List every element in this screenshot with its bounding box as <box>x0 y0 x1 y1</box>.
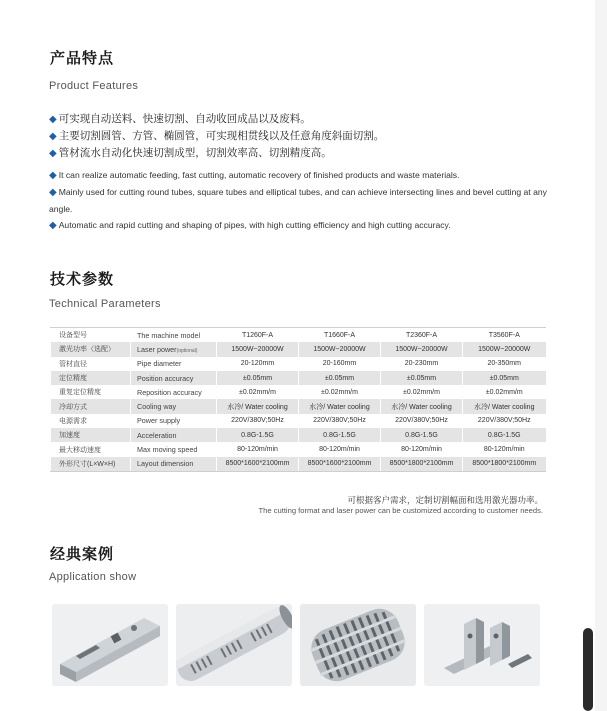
param-optional-note: (optional) <box>176 347 198 354</box>
param-value: 1500W~20000W <box>217 342 299 356</box>
vertical-scrollbar[interactable] <box>583 628 593 711</box>
param-label-cn: 最大移动速度 <box>51 442 131 456</box>
param-label-en-text: Max moving speed <box>137 445 198 455</box>
table-row <box>51 371 546 385</box>
param-label-cn: 定位精度 <box>51 371 131 385</box>
param-value: 0.8G-1.5G <box>217 428 299 442</box>
param-value: T2360F-A <box>381 328 463 343</box>
param-label-en-text: The machine model <box>137 330 201 340</box>
param-value: 80-120m/min <box>299 442 381 456</box>
param-value: ±0.05mm <box>381 371 463 385</box>
param-value: 8500*1800*2100mm <box>381 457 463 472</box>
param-label-cn: 电源需求 <box>51 414 131 428</box>
param-label-en-text: Pipe diameter <box>137 359 182 369</box>
param-label-cn: 冷却方式 <box>51 399 131 413</box>
feature-item-en: ◆ Mainly used for cutting round tubes, square tubes and elliptical tubes, and can achieve intersecting lines and bevel cutting at any angle. <box>49 187 547 214</box>
param-value: 20-350mm <box>463 357 546 371</box>
feature-item-cn: ◆ 管材流水自动化快速切割成型，切割效率高、切割精度高。 <box>49 147 332 159</box>
param-value: ±0.05mm <box>463 371 546 385</box>
feature-item-cn: ◆ 主要切割圆管、方管、椭圆管，可实现相贯线以及任意角度斜面切割。 <box>49 130 385 142</box>
feature-item-en: ◆ It can realize automatic feeding, fast cutting, automatic recovery of finished products and waste materials. <box>49 170 460 181</box>
features-list-en <box>49 167 549 234</box>
applications-title-en: Application show <box>49 571 137 583</box>
parameters-table <box>50 327 546 472</box>
perforated-round-tube-icon <box>176 604 292 686</box>
table-row <box>51 414 546 428</box>
param-label-cn: 重复定位精度 <box>51 385 131 399</box>
parameters-title-en: Technical Parameters <box>49 298 161 310</box>
param-label-cn: 外形尺寸(L×W×H) <box>51 457 131 472</box>
mesh-cylinder-icon <box>300 604 416 686</box>
param-label-en <box>131 414 217 428</box>
param-label-en <box>131 457 217 472</box>
param-value: 20-160mm <box>299 357 381 371</box>
param-value: T1260F-A <box>217 328 299 343</box>
features-list-cn <box>49 111 549 162</box>
param-label-en <box>131 399 217 413</box>
square-tube-part-icon <box>52 604 168 686</box>
features-title-cn: 产品特点 <box>50 49 115 67</box>
param-value: ±0.02mm/m <box>463 385 546 399</box>
param-value: 水冷/ Water cooling <box>217 399 299 413</box>
param-label-cn: 加速度 <box>51 428 131 442</box>
feature-item-en: ◆ Automatic and rapid cutting and shaping of pipes, with high cutting efficiency and high cutting accuracy. <box>49 220 451 231</box>
feature-item-cn: ◆ 可实现自动送料、快速切割、自动收回成品以及废料。 <box>49 113 311 125</box>
applications-title-cn: 经典案例 <box>50 545 115 563</box>
param-label-en <box>131 357 217 371</box>
param-value: 80-120m/min <box>381 442 463 456</box>
table-row <box>51 428 546 442</box>
table-row <box>51 328 546 343</box>
param-value: ±0.02mm/m <box>299 385 381 399</box>
features-title-en: Product Features <box>49 80 139 92</box>
right-gutter <box>595 0 607 711</box>
param-value: 1500W~20000W <box>299 342 381 356</box>
param-value: 8500*1800*2100mm <box>463 457 546 472</box>
table-row <box>51 385 546 399</box>
table-row <box>51 457 546 472</box>
param-value: 1500W~20000W <box>463 342 546 356</box>
param-value: 220V/380V;50Hz <box>299 414 381 428</box>
customization-note <box>123 494 543 515</box>
param-value: 80-120m/min <box>217 442 299 456</box>
param-value: 20-230mm <box>381 357 463 371</box>
param-label-en-text: Power supply <box>137 416 181 426</box>
param-value: 220V/380V;50Hz <box>463 414 546 428</box>
param-value: 0.8G-1.5G <box>299 428 381 442</box>
param-value: 水冷/ Water cooling <box>463 399 546 413</box>
param-value: 80-120m/min <box>463 442 546 456</box>
diamond-bullet-icon: ◆ <box>49 170 57 181</box>
param-label-en <box>131 442 217 456</box>
param-label-en <box>131 328 217 343</box>
param-value: T1660F-A <box>299 328 381 343</box>
param-value: 20-120mm <box>217 357 299 371</box>
param-value: 0.8G-1.5G <box>463 428 546 442</box>
param-label-en <box>131 371 217 385</box>
param-label-en-text: Cooling way <box>137 402 177 412</box>
welded-tube-frame-icon <box>424 604 540 686</box>
param-label-en-text: Reposition accuracy <box>137 387 202 397</box>
param-value: 220V/380V;50Hz <box>381 414 463 428</box>
param-label-en-text: Position accuracy <box>137 373 194 383</box>
param-value: 0.8G-1.5G <box>381 428 463 442</box>
table-row <box>51 357 546 371</box>
param-label-cn: 设备型号 <box>51 328 131 343</box>
diamond-bullet-icon: ◆ <box>49 148 57 159</box>
param-label-cn: 激光功率（选配） <box>51 342 131 356</box>
param-label-en <box>131 342 217 356</box>
table-row <box>51 399 546 413</box>
table-row <box>51 442 546 456</box>
param-value: 水冷/ Water cooling <box>299 399 381 413</box>
note-en: The cutting format and laser power can be customized according to customer needs. <box>258 506 543 515</box>
param-value: 220V/380V;50Hz <box>217 414 299 428</box>
param-value: 1500W~20000W <box>381 342 463 356</box>
param-value: 8500*1600*2100mm <box>299 457 381 472</box>
param-label-en <box>131 428 217 442</box>
param-value: ±0.05mm <box>217 371 299 385</box>
param-value: ±0.02mm/m <box>217 385 299 399</box>
diamond-bullet-icon: ◆ <box>49 220 57 231</box>
param-value: 8500*1600*2100mm <box>217 457 299 472</box>
param-label-en-text: Laser power <box>137 344 177 354</box>
diamond-bullet-icon: ◆ <box>49 114 57 125</box>
param-value: T3560F-A <box>463 328 546 343</box>
parameters-title-cn: 技术参数 <box>50 270 115 288</box>
diamond-bullet-icon: ◆ <box>49 131 57 142</box>
param-label-en-text: Acceleration <box>137 430 177 440</box>
param-label-en <box>131 385 217 399</box>
param-value: 水冷/ Water cooling <box>381 399 463 413</box>
param-label-cn: 管材直径 <box>51 357 131 371</box>
table-row <box>51 342 546 356</box>
param-value: ±0.02mm/m <box>381 385 463 399</box>
note-cn: 可根据客户需求，定制切割幅面和选用激光器功率。 <box>347 496 543 506</box>
diamond-bullet-icon: ◆ <box>49 187 57 198</box>
param-label-en-text: Layout dimension <box>137 459 194 469</box>
param-value: ±0.05mm <box>299 371 381 385</box>
